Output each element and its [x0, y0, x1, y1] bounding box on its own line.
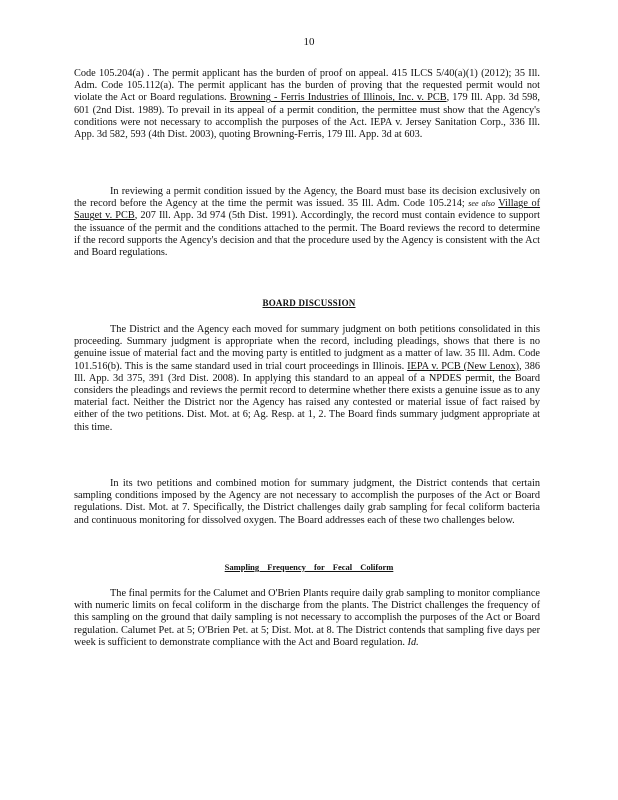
paragraph-text: , 207 Ill. App. 3d 974 (5th Dist. 1991). Accordingly, the record must contain evidence to support the issuance of the permit and the conditions attached to the permit. The Board reviews the record to determine if the record supports the Agency's decision and that the procedure used by the Agency is consistent with the Act and Board regulations.: [74, 210, 540, 259]
paragraph-district-contentions: [74, 478, 540, 527]
citation-id: Id.: [407, 636, 419, 648]
paragraph-burden-of-proof: [74, 68, 540, 141]
paragraph-text: The District and the Agency each moved for summary judgment on both petitions consolidated in this proceeding. Summary judgment is appropriate when the record, including pleadings, shows that there is no genuine issue of material fact and the moving party is entitled to judgment as a matter of law. 35 Ill. Adm. Code 101.516(b). This is the same standard used in trial court proceedings in Illinois.: [74, 324, 540, 372]
case-citation-browning-ferris: Browning - Ferris Industries of Illinois, Inc. v. PCB: [229, 92, 447, 104]
signal-see-also: see also: [468, 199, 495, 209]
subheading-sampling-frequency: Sampling Frequency for Fecal Coliform: [224, 562, 394, 572]
paragraph-record-review: [74, 186, 540, 259]
case-citation-new-lenox: IEPA v. PCB (New Lenox): [407, 360, 520, 372]
case-citation-village-of-sauget: Village of Sauget v. PCB: [74, 198, 541, 222]
paragraph-text: In its two petitions and combined motion for summary judgment, the District contends that certain sampling conditions imposed by the Agency are not necessary to accomplish the purposes of the Act or Board regulations. Dist. Mot. at 7. Specifically, the District challenges daily grab sampling for fecal coliform bacteria and continuous monitoring for dissolved oxygen. The Board addresses each of these two challenges below.: [74, 478, 540, 526]
paragraph-text: The final permits for the Calumet and O'Brien Plants require daily grab sampling to monitor compliance with numeric limits on fecal coliform in the discharge from the plants. The District challenges the frequency of this sampling on the ground that daily sampling is not necessary to accomplish the purposes of the Act or Board regulation. Calumet Pet. at 5; O'Brien Pet. at 5; Dist. Mot. at 8. The District contends that sampling five days per week is sufficient to demonstrate compliance with the Act and Board regulation.: [74, 588, 540, 648]
heading-board-discussion: BOARD DISCUSSION: [262, 298, 356, 308]
paragraph-text: , 179 Ill. App. 3d 598, 601 (2nd Dist. 1989). To prevail in its appeal of a permit condition, the permittee must show that the Agency's conditions were not necessary to accomplish the purposes of the Act. IEPA v. Jersey Sanitation Corp., 336 Ill. App. 3d 582, 593 (4th Dist. 2003), quoting Browning-Ferris, 179 Ill. App. 3d at 603.: [74, 92, 540, 141]
paragraph-summary-judgment: [74, 324, 540, 434]
paragraph-text: Code 105.204(a) . The permit applicant has the burden of proof on appeal. 415 ILCS 5/40(a)(1) (2012); 35 Ill. Adm. Code 105.112(a). The permit applicant has the burden of proving that the requested permit would not violate the Act or Board regulations.: [74, 68, 540, 104]
paragraph-text: , 386 Ill. App. 3d 375, 391 (3rd Dist. 2008). In applying this standard to an appeal of a NPDES permit, the Board considers the pleadings and reviews the permit record to determine whether there exists a genuine issue as to any material fact. Neither the District nor the Agency has raised any contested or material issue of fact raised by either of the two petitions. Dist. Mot. at 6; Ag. Resp. at 1, 2. The Board finds summary judgment appropriate at this time.: [74, 360, 541, 433]
page-number: 10: [303, 36, 315, 48]
paragraph-final-permits: [74, 588, 540, 649]
paragraph-text: In reviewing a permit condition issued by the Agency, the Board must base its decision exclusively on the record before the Agency at the time the permit was issued. 35 Ill. Adm. Code 105.214;: [74, 186, 540, 210]
